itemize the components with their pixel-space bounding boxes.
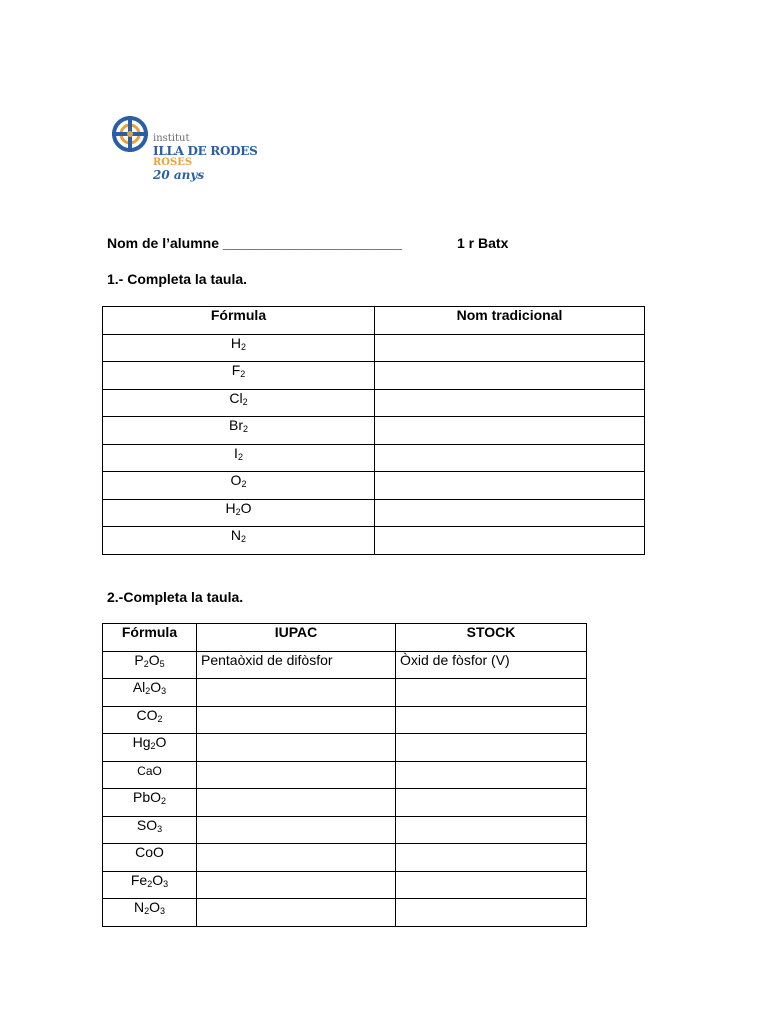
formula-symbol: H: [225, 499, 236, 516]
formula-cell: [103, 362, 375, 390]
formula-subscript: 3: [163, 878, 169, 889]
iupac-name-cell[interactable]: [197, 761, 396, 789]
formula-symbol: N: [230, 527, 242, 543]
school-emblem-icon: [110, 110, 150, 154]
formula-subscript: 2: [150, 741, 156, 751]
stock-name-cell[interactable]: [396, 844, 587, 872]
logo-line-school-name: ILLA DE RODES: [153, 144, 258, 158]
logo-line-town: ROSES: [153, 157, 193, 168]
formula-symbol: Cl: [229, 389, 243, 406]
formula-symbol: O: [152, 871, 164, 888]
table-row: [103, 651, 587, 679]
formula-subscript: 2: [241, 534, 247, 544]
table-row: [103, 499, 645, 527]
iupac-name-cell[interactable]: [197, 679, 396, 707]
stock-name-cell[interactable]: [396, 734, 587, 762]
table-row: [103, 472, 645, 500]
formula-name-table: [102, 306, 645, 555]
column-header-formula: Fórmula: [103, 624, 197, 652]
stock-name-cell[interactable]: [396, 679, 587, 707]
formula-subscript: 2: [235, 506, 241, 517]
formula-cell: [103, 389, 375, 417]
formula-symbol: N: [133, 899, 145, 915]
formula-subscript: 2: [157, 713, 163, 724]
stock-name-cell[interactable]: Òxid de fòsfor (V): [396, 651, 587, 679]
formula-subscript: 5: [159, 658, 165, 669]
formula-subscript: 2: [241, 479, 247, 489]
iupac-name-cell[interactable]: [197, 816, 396, 844]
formula-symbol: PbO: [132, 789, 161, 805]
formula-symbol: I: [234, 444, 238, 461]
logo-line-anniversary: 20 anys: [153, 168, 205, 182]
table-row: [103, 844, 587, 872]
formula-symbol: CoO: [135, 844, 164, 860]
formula-subscript: 2: [144, 906, 150, 916]
formula-cell: [103, 734, 197, 762]
iupac-name-cell[interactable]: [197, 706, 396, 734]
table-row: [103, 362, 645, 390]
traditional-name-cell[interactable]: [375, 334, 645, 362]
formula-subscript: 2: [241, 341, 247, 352]
formula-cell: [103, 899, 197, 927]
school-logo: [110, 110, 260, 190]
formula-cell: [103, 334, 375, 362]
oxide-naming-table: [102, 623, 587, 927]
formula-subscript: 2: [237, 451, 243, 462]
formula-cell: [103, 789, 197, 817]
traditional-name-cell[interactable]: [375, 362, 645, 390]
formula-subscript: 2: [147, 878, 153, 889]
formula-cell: [103, 761, 197, 789]
iupac-name-cell[interactable]: Pentaòxid de difòsfor: [197, 651, 396, 679]
table-row: [103, 417, 645, 445]
formula-symbol: H: [230, 334, 242, 351]
formula-symbol: O: [148, 651, 160, 668]
formula-symbol: F: [231, 362, 241, 378]
formula-subscript: 2: [161, 796, 167, 806]
table-row: [103, 706, 587, 734]
formula-cell: [103, 417, 375, 445]
iupac-name-cell[interactable]: [197, 899, 396, 927]
iupac-name-cell[interactable]: [197, 734, 396, 762]
question-2-title: 2.-Completa la taula.: [107, 589, 244, 605]
formula-subscript: 3: [157, 823, 163, 834]
column-header-iupac: IUPAC: [197, 624, 396, 652]
table-row: [103, 789, 587, 817]
formula-subscript: 2: [145, 686, 151, 696]
table-row: [103, 444, 645, 472]
iupac-name-cell[interactable]: [197, 789, 396, 817]
formula-cell: [103, 679, 197, 707]
stock-name-cell[interactable]: [396, 899, 587, 927]
formula-subscript: 2: [242, 396, 248, 407]
traditional-name-cell[interactable]: [375, 499, 645, 527]
formula-symbol: CO: [136, 706, 158, 723]
table-header-row: [103, 624, 587, 652]
traditional-name-cell[interactable]: [375, 417, 645, 445]
table-row: [103, 899, 587, 927]
table-row: [103, 816, 587, 844]
table-row: [103, 527, 645, 555]
formula-symbol: Hg: [132, 734, 151, 750]
formula-cell: [103, 871, 197, 899]
student-name-line: Nom de l’alumne _______________________: [107, 235, 402, 251]
traditional-name-cell[interactable]: [375, 389, 645, 417]
formula-symbol: Br: [228, 417, 243, 433]
logo-line-institut: institut: [153, 133, 190, 144]
formula-subscript: 3: [161, 686, 167, 696]
column-header-stock: STOCK: [396, 624, 587, 652]
stock-name-cell[interactable]: [396, 816, 587, 844]
formula-cell: [103, 527, 375, 555]
formula-cell: [103, 499, 375, 527]
iupac-name-cell[interactable]: [197, 871, 396, 899]
formula-subscript: 2: [242, 424, 248, 434]
formula-cell: [103, 651, 197, 679]
formula-symbol: Fe: [130, 871, 148, 888]
table-row: [103, 679, 587, 707]
stock-name-cell[interactable]: [396, 871, 587, 899]
formula-cell: [103, 472, 375, 500]
formula-symbol: O: [150, 679, 162, 695]
traditional-name-cell[interactable]: [375, 472, 645, 500]
formula-symbol: SO: [136, 816, 158, 833]
stock-name-cell[interactable]: [396, 789, 587, 817]
formula-symbol: O: [240, 499, 252, 516]
formula-cell: [103, 706, 197, 734]
table-row: [103, 334, 645, 362]
formula-symbol: O: [149, 899, 160, 915]
formula-symbol: O: [230, 472, 242, 488]
formula-cell: [103, 816, 197, 844]
stock-name-cell[interactable]: [396, 706, 587, 734]
stock-name-cell[interactable]: [396, 761, 587, 789]
table-row: [103, 871, 587, 899]
formula-symbol: Al: [132, 679, 146, 695]
formula-cell: [103, 844, 197, 872]
formula-symbol: P: [134, 651, 144, 668]
formula-subscript: 2: [240, 369, 246, 379]
formula-subscript: 2: [143, 658, 149, 669]
formula-subscript: 3: [160, 906, 166, 916]
traditional-name-cell[interactable]: [375, 527, 645, 555]
question-1-title: 1.- Completa la taula.: [107, 271, 248, 287]
traditional-name-cell[interactable]: [375, 444, 645, 472]
column-header-formula: Fórmula: [103, 307, 375, 335]
formula-cell: [103, 444, 375, 472]
formula-symbol: CaO: [137, 763, 162, 778]
table-row: [103, 389, 645, 417]
table-header-row: [103, 307, 645, 335]
course-level: 1 r Batx: [457, 235, 509, 251]
table-row: [103, 761, 587, 789]
column-header-traditional-name: Nom tradicional: [375, 307, 645, 335]
table-row: [103, 734, 587, 762]
iupac-name-cell[interactable]: [197, 844, 396, 872]
formula-symbol: O: [155, 734, 167, 750]
